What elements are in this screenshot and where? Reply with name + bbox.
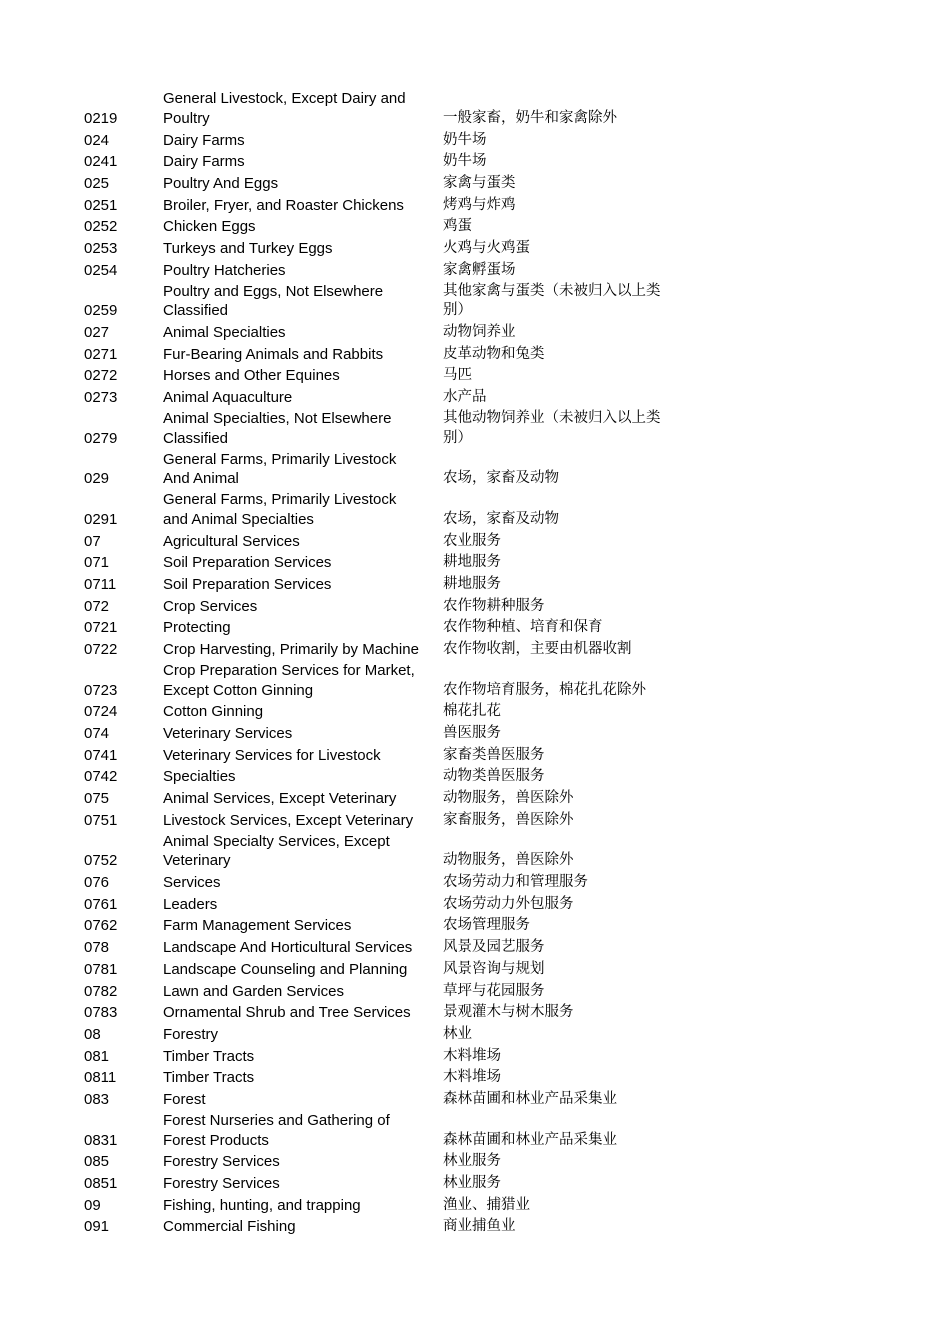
english-description: Turkeys and Turkey Eggs bbox=[163, 240, 333, 258]
industry-code: 0741 bbox=[84, 746, 118, 764]
chinese-description: 农场劳动力和管理服务 bbox=[443, 874, 588, 891]
industry-code: 083 bbox=[84, 1090, 110, 1108]
english-description: Crop Harvesting, Primarily by Machine bbox=[163, 641, 419, 659]
industry-code: 0762 bbox=[84, 917, 118, 935]
english-description: Landscape Counseling and Planning bbox=[163, 960, 408, 978]
table-row bbox=[84, 1001, 704, 1023]
classification-table bbox=[84, 88, 704, 1237]
chinese-description: 风景咨询与规划 bbox=[443, 960, 545, 977]
industry-code: 0783 bbox=[84, 1004, 118, 1022]
industry-code: 075 bbox=[84, 790, 110, 808]
table-row bbox=[84, 215, 704, 237]
english-description: Timber Tracts bbox=[163, 1069, 255, 1087]
english-description: Animal Aquaculture bbox=[163, 389, 293, 407]
industry-code: 0782 bbox=[84, 982, 118, 1000]
english-description: Dairy Farms bbox=[163, 131, 245, 149]
industry-code: 0751 bbox=[84, 811, 118, 829]
table-row bbox=[84, 1215, 704, 1237]
industry-code: 0252 bbox=[84, 218, 118, 236]
industry-code: 07 bbox=[84, 532, 101, 550]
table-row bbox=[84, 979, 704, 1001]
chinese-description: 其他动物饲养业（未被归入以上类 别） bbox=[443, 410, 661, 446]
english-description: Cotton Ginning bbox=[163, 703, 264, 721]
table-row bbox=[84, 129, 704, 151]
english-description: Protecting bbox=[163, 619, 231, 637]
english-description: Agricultural Services bbox=[163, 532, 300, 550]
table-row bbox=[84, 1066, 704, 1088]
english-description: Fur-Bearing Animals and Rabbits bbox=[163, 345, 384, 363]
english-description: Forest bbox=[163, 1090, 206, 1108]
industry-code: 0259 bbox=[84, 302, 118, 320]
chinese-description: 林业服务 bbox=[443, 1174, 501, 1191]
industry-code: 0724 bbox=[84, 703, 118, 721]
chinese-description: 皮革动物和兔类 bbox=[443, 345, 545, 362]
chinese-description: 农场管理服务 bbox=[443, 917, 530, 934]
industry-code: 072 bbox=[84, 597, 110, 615]
industry-code: 076 bbox=[84, 874, 110, 892]
chinese-description: 木料堆场 bbox=[443, 1047, 501, 1064]
chinese-description: 风景及园艺服务 bbox=[443, 939, 545, 956]
industry-code: 0811 bbox=[84, 1069, 117, 1087]
industry-code: 071 bbox=[84, 554, 110, 572]
english-description: Crop Services bbox=[163, 597, 258, 615]
industry-code: 0752 bbox=[84, 852, 118, 870]
chinese-description: 烤鸡与炸鸡 bbox=[443, 196, 516, 213]
industry-code: 024 bbox=[84, 131, 110, 149]
chinese-description: 奶牛场 bbox=[443, 153, 487, 170]
chinese-description: 森林苗圃和林业产品采集业 bbox=[443, 1090, 617, 1107]
table-row bbox=[84, 88, 704, 129]
english-description: Broiler, Fryer, and Roaster Chickens bbox=[163, 196, 404, 214]
table-row bbox=[84, 787, 704, 809]
english-description: General Farms, Primarily Livestock And Animal bbox=[163, 450, 397, 488]
chinese-description: 水产品 bbox=[443, 389, 487, 406]
english-description: Dairy Farms bbox=[163, 153, 245, 171]
chinese-description: 家畜类兽医服务 bbox=[443, 746, 545, 763]
english-description: Animal Specialties bbox=[163, 324, 286, 342]
chinese-description: 农业服务 bbox=[443, 532, 501, 549]
industry-code: 0291 bbox=[84, 510, 118, 528]
industry-code: 074 bbox=[84, 725, 110, 743]
english-description: Soil Preparation Services bbox=[163, 576, 332, 593]
industry-code: 091 bbox=[84, 1218, 110, 1236]
english-description: Poultry Hatcheries bbox=[163, 261, 286, 279]
chinese-description: 农场，家畜及动物 bbox=[443, 510, 559, 527]
industry-code: 085 bbox=[84, 1153, 110, 1171]
table-row bbox=[84, 722, 704, 744]
chinese-description: 奶牛场 bbox=[443, 131, 487, 148]
chinese-description: 农作物收割，主要由机器收割 bbox=[443, 641, 632, 658]
chinese-description: 耕地服务 bbox=[443, 576, 501, 592]
chinese-description: 其他家禽与蛋类（未被归入以上类 别） bbox=[443, 282, 661, 319]
industry-code: 08 bbox=[84, 1025, 101, 1043]
english-description: Veterinary Services bbox=[163, 725, 293, 743]
table-row bbox=[84, 638, 704, 660]
industry-code: 0253 bbox=[84, 240, 118, 258]
chinese-description: 鸡蛋 bbox=[443, 218, 472, 235]
english-description: Forestry Services bbox=[163, 1174, 280, 1192]
chinese-description: 农作物耕种服务 bbox=[443, 597, 545, 614]
industry-code: 09 bbox=[84, 1196, 101, 1214]
table-row bbox=[84, 1110, 704, 1151]
chinese-description: 森林苗圃和林业产品采集业 bbox=[443, 1131, 617, 1148]
industry-code: 0241 bbox=[84, 153, 118, 171]
table-row bbox=[84, 172, 704, 194]
chinese-description: 农作物培育服务，棉花扎花除外 bbox=[443, 681, 646, 698]
chinese-description: 农作物种植、培育和保育 bbox=[443, 619, 603, 636]
table-row bbox=[84, 237, 704, 259]
industry-code: 0272 bbox=[84, 367, 118, 385]
industry-code: 0761 bbox=[84, 895, 118, 913]
english-description: General Livestock, Except Dairy and Poultry bbox=[163, 90, 406, 127]
chinese-description: 草坪与花园服务 bbox=[443, 982, 545, 999]
chinese-description: 林业服务 bbox=[443, 1153, 501, 1170]
table-row bbox=[84, 194, 704, 216]
industry-code: 0251 bbox=[84, 196, 118, 214]
table-row bbox=[84, 1194, 704, 1216]
table-row bbox=[84, 150, 704, 172]
english-description: Animal Specialty Services, Except Veterinary bbox=[163, 832, 390, 870]
english-description: Commercial Fishing bbox=[163, 1218, 296, 1236]
chinese-description: 农场劳动力外包服务 bbox=[443, 895, 574, 912]
chinese-description: 动物服务，兽医除外 bbox=[443, 852, 574, 869]
english-description: Horses and Other Equines bbox=[163, 367, 340, 385]
table-row bbox=[84, 1023, 704, 1045]
industry-code: 081 bbox=[84, 1047, 110, 1065]
industry-code: 0742 bbox=[84, 768, 118, 786]
industry-code: 025 bbox=[84, 175, 110, 193]
english-description: Chicken Eggs bbox=[163, 218, 256, 236]
english-description: Leaders bbox=[163, 895, 218, 913]
table-row bbox=[84, 343, 704, 365]
chinese-description: 动物饲养业 bbox=[443, 324, 516, 341]
chinese-description: 棉花扎花 bbox=[443, 703, 501, 720]
english-description: Lawn and Garden Services bbox=[163, 982, 344, 1000]
chinese-description: 木料堆场 bbox=[443, 1069, 501, 1086]
table-row bbox=[84, 386, 704, 408]
table-row bbox=[84, 364, 704, 386]
english-description: Soil Preparation Services bbox=[163, 554, 332, 572]
table-row bbox=[84, 936, 704, 958]
industry-code: 0279 bbox=[84, 429, 118, 447]
table-row bbox=[84, 489, 704, 530]
table-row bbox=[84, 573, 704, 595]
table-row bbox=[84, 551, 704, 573]
english-description: Specialties bbox=[163, 768, 236, 786]
industry-code: 078 bbox=[84, 939, 110, 957]
english-description: Fishing, hunting, and trapping bbox=[163, 1196, 361, 1214]
table-row bbox=[84, 893, 704, 915]
table-row bbox=[84, 448, 704, 489]
chinese-description: 渔业、捕猎业 bbox=[443, 1196, 530, 1213]
table-row bbox=[84, 871, 704, 893]
industry-code: 0781 bbox=[84, 960, 118, 978]
industry-code: 0722 bbox=[84, 641, 118, 659]
table-row bbox=[84, 809, 704, 831]
english-description: Farm Management Services bbox=[163, 917, 352, 935]
industry-code: 0271 bbox=[84, 345, 118, 363]
table-row bbox=[84, 595, 704, 617]
table-row bbox=[84, 616, 704, 638]
table-row bbox=[84, 830, 704, 871]
table-row bbox=[84, 1044, 704, 1066]
table-row bbox=[84, 1172, 704, 1194]
english-description: Animal Specialties, Not Elsewhere Classified bbox=[163, 410, 392, 447]
english-description: Poultry and Eggs, Not Elsewhere Classified bbox=[163, 282, 384, 320]
chinese-description: 耕地服务 bbox=[443, 554, 501, 571]
english-description: Poultry And Eggs bbox=[163, 175, 279, 193]
english-description: Forestry Services bbox=[163, 1153, 280, 1171]
table-row bbox=[84, 280, 704, 321]
english-description: General Farms, Primarily Livestock and Animal Specialties bbox=[163, 491, 397, 528]
table-row bbox=[84, 1150, 704, 1172]
english-description: Livestock Services, Except Veterinary bbox=[163, 811, 414, 829]
industry-code: 0721 bbox=[84, 619, 118, 637]
industry-code: 029 bbox=[84, 470, 110, 488]
english-description: Animal Services, Except Veterinary bbox=[163, 790, 397, 808]
english-description: Landscape And Horticultural Services bbox=[163, 939, 413, 957]
table-row bbox=[84, 700, 704, 722]
chinese-description: 家畜服务，兽医除外 bbox=[443, 811, 574, 828]
english-description: Forest Nurseries and Gathering of Forest Products bbox=[163, 1111, 390, 1149]
industry-code: 0273 bbox=[84, 389, 118, 407]
table-row bbox=[84, 321, 704, 343]
chinese-description: 农场，家畜及动物 bbox=[443, 470, 559, 487]
chinese-description: 马匹 bbox=[443, 367, 472, 384]
table-row bbox=[84, 530, 704, 552]
chinese-description: 商业捕鱼业 bbox=[443, 1218, 516, 1235]
industry-code: 0219 bbox=[84, 110, 118, 127]
table-row bbox=[84, 914, 704, 936]
english-description: Forestry bbox=[163, 1025, 219, 1043]
table-row bbox=[84, 765, 704, 787]
chinese-description: 火鸡与火鸡蛋 bbox=[443, 240, 530, 257]
chinese-description: 兽医服务 bbox=[443, 725, 501, 742]
chinese-description: 家禽孵蛋场 bbox=[443, 261, 516, 278]
chinese-description: 一般家畜，奶牛和家禽除外 bbox=[443, 110, 617, 126]
chinese-description: 动物类兽医服务 bbox=[443, 768, 545, 785]
industry-code: 027 bbox=[84, 324, 110, 342]
table-row bbox=[84, 408, 704, 449]
english-description: Crop Preparation Services for Market, Except Cotton Ginning bbox=[163, 662, 415, 699]
table-row bbox=[84, 958, 704, 980]
english-description: Veterinary Services for Livestock bbox=[163, 746, 381, 764]
industry-code: 0851 bbox=[84, 1174, 118, 1192]
english-description: Ornamental Shrub and Tree Services bbox=[163, 1004, 411, 1022]
table-row bbox=[84, 660, 704, 701]
table-row bbox=[84, 1088, 704, 1110]
chinese-description: 家禽与蛋类 bbox=[443, 175, 516, 192]
industry-code: 0723 bbox=[84, 681, 118, 699]
chinese-description: 林业 bbox=[443, 1025, 472, 1042]
industry-code: 0711 bbox=[84, 576, 117, 593]
table-row bbox=[84, 744, 704, 766]
chinese-description: 动物服务，兽医除外 bbox=[443, 790, 574, 807]
chinese-description: 景观灌木与树木服务 bbox=[443, 1004, 574, 1021]
industry-code: 0831 bbox=[84, 1131, 118, 1149]
english-description: Timber Tracts bbox=[163, 1047, 255, 1065]
english-description: Services bbox=[163, 874, 221, 892]
table-row bbox=[84, 259, 704, 281]
industry-code: 0254 bbox=[84, 261, 118, 279]
